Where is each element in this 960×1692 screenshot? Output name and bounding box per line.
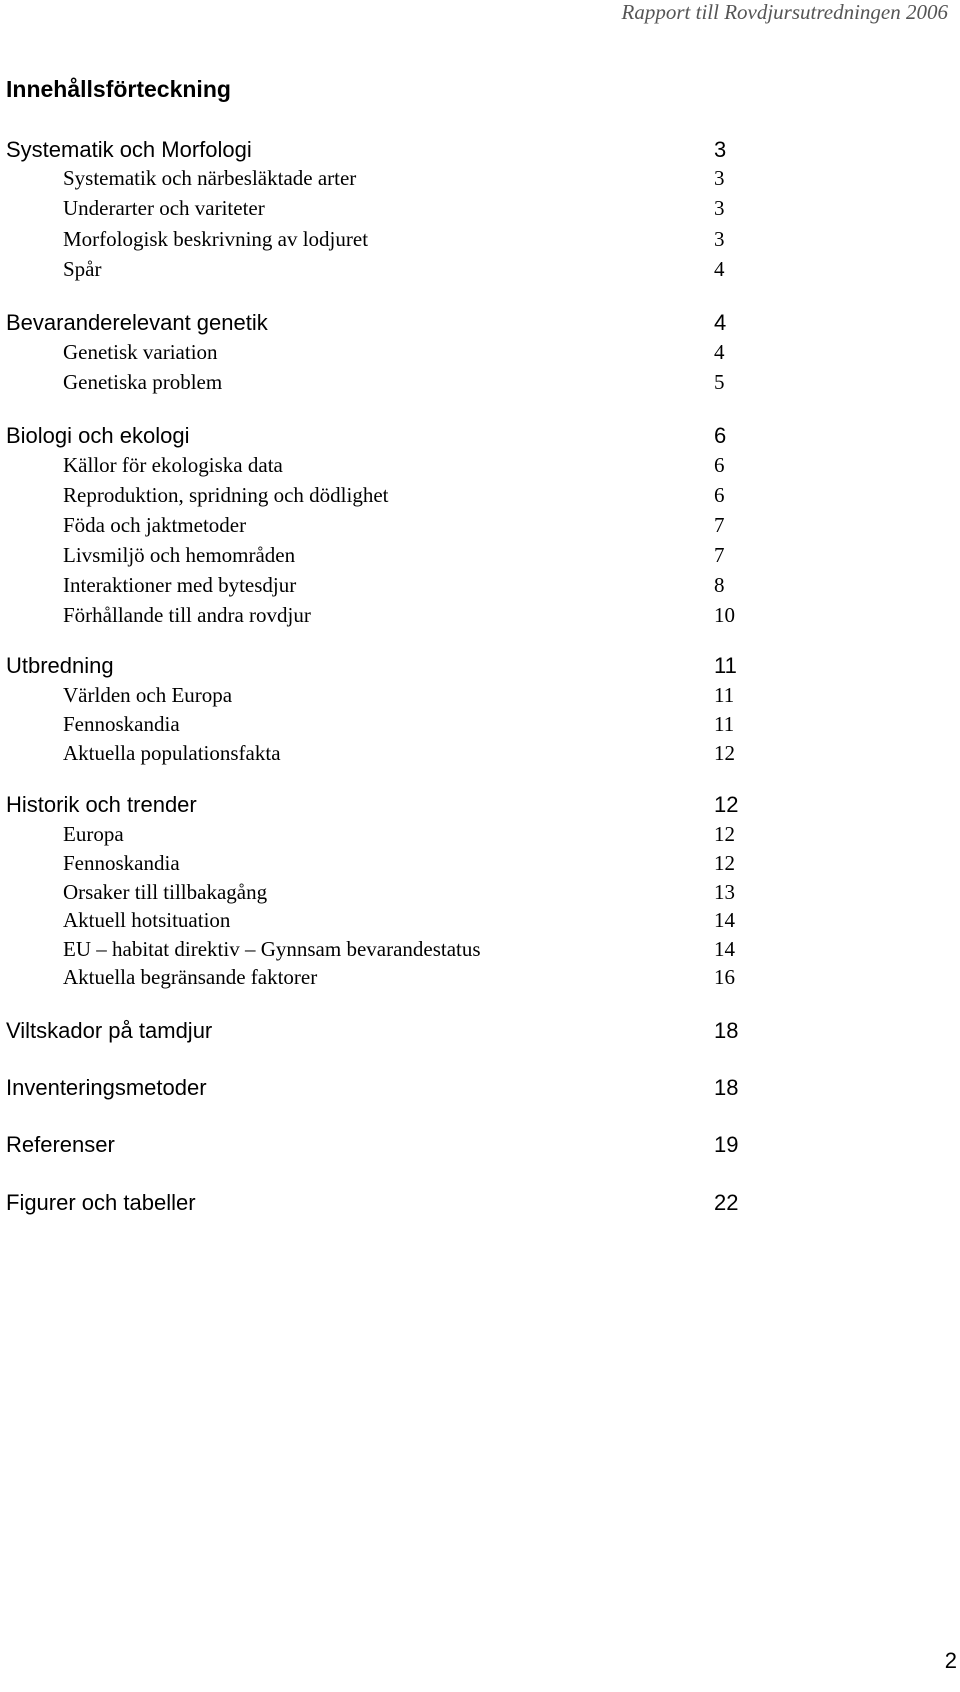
toc-entry-page: 7: [714, 513, 725, 537]
toc-subsection-entry[interactable]: [0, 937, 960, 967]
page-number: 2: [944, 1648, 957, 1673]
toc-entry-page: 10: [714, 603, 735, 627]
toc-subsection-entry[interactable]: [0, 227, 960, 257]
toc-entry-title: Livsmiljö och hemområden: [63, 543, 296, 567]
toc-subsection-entry[interactable]: [0, 603, 960, 633]
toc-subsection-entry[interactable]: [0, 965, 960, 995]
toc-section-entry[interactable]: [0, 1190, 960, 1220]
toc-entry-page: 14: [714, 937, 735, 961]
toc-entry-title: Referenser: [6, 1132, 115, 1157]
toc-entry-title: Förhållande till andra rovdjur: [63, 603, 311, 627]
toc-entry-title: Spår: [63, 257, 102, 281]
toc-entry-page: 13: [714, 880, 735, 904]
toc-entry-page: 11: [714, 683, 735, 707]
toc-entry-title: Bevaranderelevant genetik: [6, 310, 268, 335]
toc-entry-page: 8: [714, 573, 725, 597]
toc-entry-title: Figurer och tabeller: [6, 1190, 196, 1215]
toc-subsection-entry[interactable]: [0, 196, 960, 226]
toc-entry-page: 6: [714, 483, 725, 507]
toc-entry-title: Underarter och variteter: [63, 196, 265, 220]
toc-entry-page: 3: [714, 166, 725, 190]
toc-entry-page: 11: [714, 653, 737, 678]
toc-entry-title: EU – habitat direktiv – Gynnsam bevarandestatus: [63, 937, 481, 961]
toc-entry-page: 7: [714, 543, 725, 567]
toc-entry-title: Världen och Europa: [63, 683, 233, 707]
toc-heading: Innehållsförteckning: [6, 76, 231, 102]
running-header: Rapport till Rovdjursutredningen 2006: [621, 0, 948, 24]
toc-entry-page: 12: [714, 822, 735, 846]
toc-entry-page: 5: [714, 370, 725, 394]
toc-section-entry[interactable]: [0, 1075, 960, 1105]
toc-subsection-entry[interactable]: [0, 370, 960, 400]
toc-entry-page: 6: [714, 423, 727, 448]
toc-entry-page: 18: [714, 1075, 739, 1100]
toc-entry-page: 12: [714, 741, 735, 765]
toc-entry-title: Interaktioner med bytesdjur: [63, 573, 297, 597]
toc-entry-page: 4: [714, 340, 725, 364]
toc-entry-page: 3: [714, 227, 725, 251]
toc-entry-page: 16: [714, 965, 735, 989]
toc-entry-page: 18: [714, 1018, 739, 1043]
toc-subsection-entry[interactable]: [0, 166, 960, 196]
toc-section-entry[interactable]: [0, 653, 960, 683]
toc-entry-page: 11: [714, 712, 735, 736]
toc-subsection-entry[interactable]: [0, 453, 960, 483]
toc-subsection-entry[interactable]: [0, 822, 960, 852]
toc-entry-title: Källor för ekologiska data: [63, 453, 283, 477]
toc-entry-title: Biologi och ekologi: [6, 423, 190, 448]
toc-entry-title: Fennoskandia: [63, 851, 180, 875]
toc-subsection-entry[interactable]: [0, 880, 960, 910]
toc-entry-page: 22: [714, 1190, 739, 1215]
toc-entry-title: Reproduktion, spridning och dödlighet: [63, 483, 389, 507]
toc-section-entry[interactable]: [0, 1018, 960, 1048]
toc-subsection-entry[interactable]: [0, 712, 960, 742]
toc-entry-page: 4: [714, 310, 727, 335]
toc-entry-title: Europa: [63, 822, 124, 846]
toc-entry-title: Morfologisk beskrivning av lodjuret: [63, 227, 369, 251]
toc-entry-page: 12: [714, 792, 739, 817]
toc-entry-title: Viltskador på tamdjur: [6, 1018, 213, 1043]
toc-section-entry[interactable]: [0, 310, 960, 340]
toc-entry-page: 19: [714, 1132, 739, 1157]
toc-entry-title: Genetisk variation: [63, 340, 218, 364]
toc-subsection-entry[interactable]: [0, 851, 960, 881]
toc-subsection-entry[interactable]: [0, 908, 960, 938]
toc-entry-title: Orsaker till tillbakagång: [63, 880, 268, 904]
toc-entry-title: Inventeringsmetoder: [6, 1075, 207, 1100]
toc-subsection-entry[interactable]: [0, 257, 960, 287]
toc-subsection-entry[interactable]: [0, 573, 960, 603]
toc-entry-page: 6: [714, 453, 725, 477]
toc-entry-title: Aktuella begränsande faktorer: [63, 965, 318, 989]
toc-entry-title: Utbredning: [6, 653, 114, 678]
toc-entry-title: Genetiska problem: [63, 370, 223, 394]
toc-entry-title: Systematik och närbesläktade arter: [63, 166, 357, 190]
toc-entry-title: Aktuella populationsfakta: [63, 741, 281, 765]
toc-section-entry[interactable]: [0, 137, 960, 167]
toc-section-entry[interactable]: [0, 1132, 960, 1162]
toc-subsection-entry[interactable]: [0, 513, 960, 543]
toc-section-entry[interactable]: [0, 423, 960, 453]
toc-section-entry[interactable]: [0, 792, 960, 822]
toc-entry-page: 4: [714, 257, 725, 281]
toc-subsection-entry[interactable]: [0, 741, 960, 771]
toc-entry-page: 3: [714, 196, 725, 220]
toc-entry-title: Aktuell hotsituation: [63, 908, 231, 932]
toc-subsection-entry[interactable]: [0, 340, 960, 370]
toc-entry-page: 14: [714, 908, 735, 932]
toc-entry-title: Föda och jaktmetoder: [63, 513, 247, 537]
toc-subsection-entry[interactable]: [0, 543, 960, 573]
toc-subsection-entry[interactable]: [0, 683, 960, 713]
toc-subsection-entry[interactable]: [0, 483, 960, 513]
toc-entry-title: Historik och trender: [6, 792, 197, 817]
toc-entry-page: 12: [714, 851, 735, 875]
toc-entry-page: 3: [714, 137, 727, 162]
toc-entry-title: Systematik och Morfologi: [6, 137, 252, 162]
toc-entry-title: Fennoskandia: [63, 712, 180, 736]
